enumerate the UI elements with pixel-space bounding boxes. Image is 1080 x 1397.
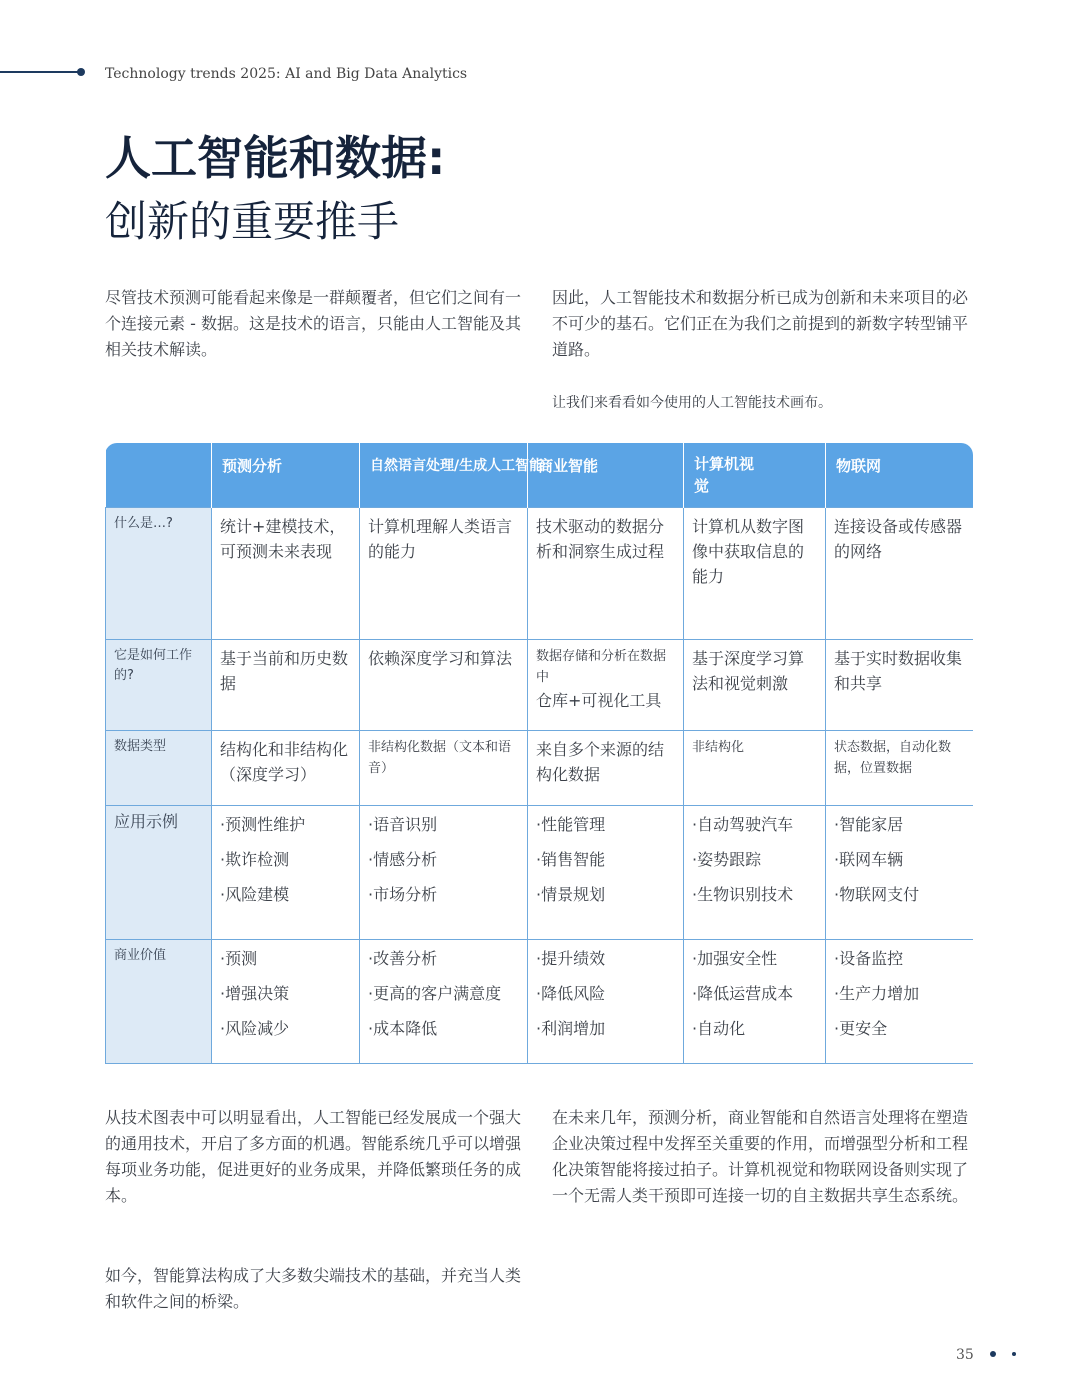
cell-line: ·情景规划 xyxy=(536,885,606,904)
intro-lead-sentence: 让我们来看看如今使用的人工智能技术画布。 xyxy=(552,395,832,411)
table-cell xyxy=(684,806,826,940)
cell-line: ·市场分析 xyxy=(368,885,438,904)
outro-paragraph-left-1: 从技术图表中可以明显看出，人工智能已经发展成一个强大的通用技术，开启了多方面的机遇。智能系统几乎可以增强每项业务功能，促进更好的业务成果，并降低繁琐任务的成本。 xyxy=(105,1108,522,1205)
cell-line: ·成本降低 xyxy=(368,1019,438,1038)
cell-line: ·风险建模 xyxy=(220,885,290,904)
table-cell xyxy=(826,806,974,940)
footer-dot xyxy=(990,1351,996,1357)
table-cell xyxy=(212,806,360,940)
column-header-bi: 商业智能 xyxy=(528,443,684,508)
tech-table xyxy=(105,443,973,1064)
table-cell xyxy=(826,940,974,1064)
cell-line: ·更高的客户满意度 xyxy=(368,984,502,1003)
table-row xyxy=(106,940,974,1064)
footer-dot-small xyxy=(1012,1352,1016,1356)
column-header-nlp: 自然语言处理/生成人工智能 xyxy=(360,443,528,508)
cell-line: ·加强安全性 xyxy=(692,949,778,968)
page-number: 35 xyxy=(956,1347,974,1363)
table-cell xyxy=(528,640,684,731)
cell-line: ·风险减少 xyxy=(220,1019,290,1038)
cell-line: 基于当前和历史数据 xyxy=(220,649,349,693)
row-header: 它是如何工作的? xyxy=(106,640,212,731)
cell-line: 连接设备或传感器的网络 xyxy=(834,517,963,561)
cell-line: 计算机理解人类语言的能力 xyxy=(368,517,513,561)
table-cell xyxy=(212,640,360,731)
row-header: 应用示例 xyxy=(106,806,212,940)
cell-line: ·语音识别 xyxy=(368,815,438,834)
outro-paragraph-left-2: 如今，智能算法构成了大多数尖端技术的基础，并充当人类和软件之间的桥梁。 xyxy=(105,1266,522,1311)
column-header-iot: 物联网 xyxy=(826,443,974,508)
table-cell xyxy=(684,508,826,640)
cell-line: ·自动驾驶汽车 xyxy=(692,815,794,834)
cell-line: 来自多个来源的结构化数据 xyxy=(536,740,665,784)
cell-line: 非结构化数据（文本和语音） xyxy=(368,740,512,776)
cell-line: ·生物识别技术 xyxy=(692,885,794,904)
table-row xyxy=(106,508,974,640)
column-header-computer-vision: 计算机视觉 xyxy=(684,443,826,508)
table-cell xyxy=(212,940,360,1064)
table-cell xyxy=(528,940,684,1064)
cell-line: 非结构化 xyxy=(692,740,745,755)
row-header: 商业价值 xyxy=(106,940,212,1064)
cell-line: ·增强决策 xyxy=(220,984,290,1003)
cell-line: ·利润增加 xyxy=(536,1019,606,1038)
intro-paragraph-right: 因此，人工智能技术和数据分析已成为创新和未来项目的必不可少的基石。它们正在为我们之前提到的新数字转型铺平道路。 xyxy=(552,288,969,359)
cell-line: ·设备监控 xyxy=(834,949,904,968)
cell-line: 计算机从数字图像中获取信息的能力 xyxy=(692,517,805,586)
table-cell xyxy=(684,731,826,806)
cell-line: 依赖深度学习和算法 xyxy=(368,649,513,668)
page-subtitle: 创新的重要推手 xyxy=(105,197,400,246)
table-row xyxy=(106,806,974,940)
table-cell xyxy=(528,508,684,640)
row-header: 什么是…? xyxy=(106,508,212,640)
cell-line: ·更安全 xyxy=(834,1019,888,1038)
table-cell xyxy=(360,940,528,1064)
header-rule-dot xyxy=(77,68,85,76)
cell-line: ·自动化 xyxy=(692,1019,746,1038)
cell-line: ·预测 xyxy=(220,949,258,968)
table-cell xyxy=(684,640,826,731)
ai-technology-canvas-table xyxy=(105,443,973,1065)
table-row xyxy=(106,640,974,731)
cell-line: 基于深度学习算法和视觉刺激 xyxy=(692,649,805,693)
cell-line: ·情感分析 xyxy=(368,850,438,869)
cell-line: ·销售智能 xyxy=(536,850,606,869)
cell-line: 数据存储和分析在数据中 xyxy=(536,649,667,685)
column-header-predictive-analytics: 预测分析 xyxy=(212,443,360,508)
table-cell xyxy=(212,508,360,640)
table-cell xyxy=(360,806,528,940)
row-header: 数据类型 xyxy=(106,731,212,806)
table-cell xyxy=(826,640,974,731)
table-cell xyxy=(360,640,528,731)
table-cell xyxy=(528,731,684,806)
cell-line: 仓库+可视化工具 xyxy=(536,691,662,710)
cell-line: ·改善分析 xyxy=(368,949,438,968)
table-cell xyxy=(360,508,528,640)
cell-line: ·欺诈检测 xyxy=(220,850,290,869)
table-cell xyxy=(684,940,826,1064)
cell-line: ·物联网支付 xyxy=(834,885,920,904)
cell-line: 基于实时数据收集和共享 xyxy=(834,649,963,693)
cell-line: 状态数据，自动化数据，位置数据 xyxy=(834,740,952,776)
cell-line: ·生产力增加 xyxy=(834,984,920,1003)
cell-line: ·性能管理 xyxy=(536,815,606,834)
intro-paragraph-left: 尽管技术预测可能看起来像是一群颠覆者，但它们之间有一个连接元素 - 数据。这是技术的语言，只能由人工智能及其相关技术解读。 xyxy=(105,288,522,359)
cell-line: 技术驱动的数据分析和洞察生成过程 xyxy=(536,517,665,561)
cell-line: ·提升绩效 xyxy=(536,949,606,968)
table-cell xyxy=(826,731,974,806)
cell-line: ·联网车辆 xyxy=(834,850,904,869)
cell-line: 统计+建模技术，可预测未来表现 xyxy=(220,517,346,561)
outro-paragraph-right: 在未来几年，预测分析，商业智能和自然语言处理将在塑造企业决策过程中发挥至关重要的作用，而增强型分析和工程化决策智能将接过拍子。计算机视觉和物联网设备则实现了一个无需人类干预即可连接一切的自主数据共享生态系统。 xyxy=(552,1108,969,1205)
table-header-row xyxy=(106,443,974,508)
table-row xyxy=(106,731,974,806)
table-cell xyxy=(528,806,684,940)
cell-line: ·姿势跟踪 xyxy=(692,850,762,869)
page-title: 人工智能和数据: xyxy=(105,131,446,185)
running-header: Technology trends 2025: AI and Big Data Analytics xyxy=(105,66,468,82)
cell-line: ·降低运营成本 xyxy=(692,984,794,1003)
column-header-blank xyxy=(106,443,212,508)
cell-line: ·智能家居 xyxy=(834,815,904,834)
cell-line: ·降低风险 xyxy=(536,984,606,1003)
cell-line: ·预测性维护 xyxy=(220,815,306,834)
table-cell xyxy=(360,731,528,806)
cell-line: 结构化和非结构化（深度学习） xyxy=(220,740,349,784)
table-cell xyxy=(212,731,360,806)
header-rule xyxy=(0,71,80,73)
table-cell xyxy=(826,508,974,640)
